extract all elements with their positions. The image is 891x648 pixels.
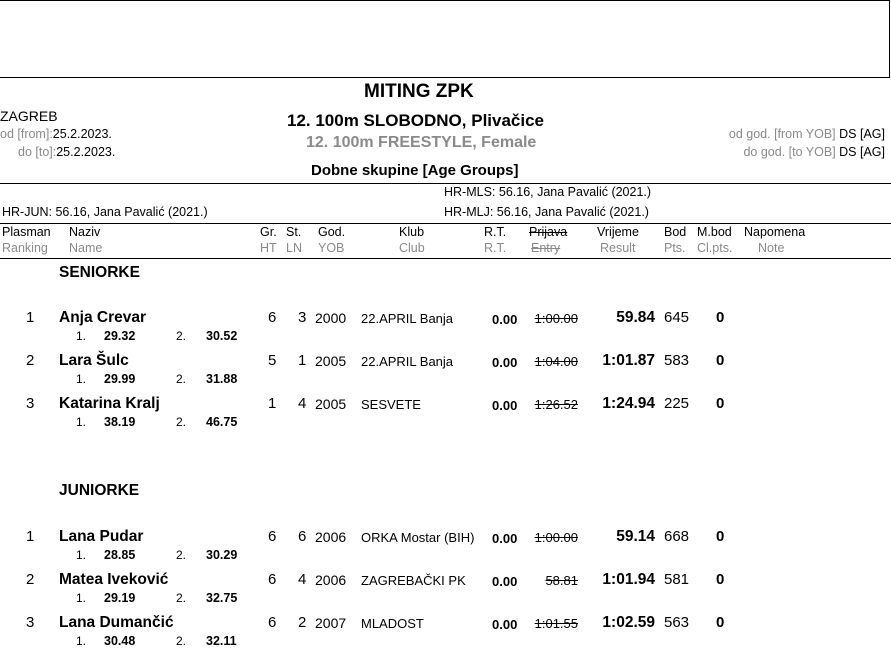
col-naziv: Naziv [69, 225, 101, 239]
record-mls: HR-MLS: 56.16, Jana Pavalić (2021.) [444, 185, 652, 199]
yob-to-label: do god. [to YOB] [743, 145, 836, 159]
split-1-time: 29.32 [104, 329, 136, 343]
heat-cell: 6 [268, 614, 277, 631]
split-1-label: 1. [76, 591, 87, 605]
swimmer-name: Lara Šulc [59, 352, 129, 369]
lane-cell: 4 [298, 571, 307, 588]
split-1-label: 1. [76, 634, 87, 648]
club-cell: ZAGREBAČKI PK [361, 573, 466, 588]
club-points-cell: 0 [716, 352, 725, 369]
divider-header-top [0, 223, 891, 224]
result-time-cell: 1:02.59 [602, 614, 655, 631]
yob-cell: 2000 [315, 310, 347, 326]
reaction-time-cell: 0.00 [492, 574, 518, 589]
yob-cell: 2006 [315, 529, 347, 545]
date-to-value: 25.2.2023. [56, 145, 116, 159]
yob-from [729, 127, 885, 141]
split-2-time: 32.11 [206, 634, 237, 648]
col-yob: YOB [318, 241, 345, 255]
col-result: Result [600, 241, 636, 255]
entry-time-cell: 1:00.00 [534, 530, 578, 545]
split-2-label: 2. [176, 329, 187, 343]
split-1-label: 1. [76, 415, 87, 429]
yob-cell: 2005 [315, 396, 347, 412]
col-gr: Gr. [260, 225, 277, 239]
split-2-time: 46.75 [206, 415, 238, 429]
split-1-label: 1. [76, 329, 87, 343]
swimmer-name: Katarina Kralj [59, 395, 160, 412]
entry-time-cell: 58.81 [545, 573, 578, 588]
col-pts: Pts. [664, 241, 686, 255]
entry-time-cell: 1:26.52 [534, 397, 578, 412]
col-god: God. [318, 225, 346, 239]
split-1-time: 29.19 [104, 591, 136, 605]
rank-cell: 1 [26, 528, 35, 545]
col-rt: R.T. [484, 225, 507, 239]
club-cell: SESVETE [361, 397, 421, 412]
entry-time-cell: 1:00.00 [534, 311, 578, 326]
points-cell: 581 [664, 571, 690, 588]
lane-cell: 2 [298, 614, 307, 631]
rank-cell: 1 [26, 309, 35, 326]
club-points-cell: 0 [716, 571, 725, 588]
yob-cell: 2006 [315, 572, 347, 588]
heat-cell: 5 [268, 352, 277, 369]
reaction-time-cell: 0.00 [492, 531, 518, 546]
split-1-time: 30.48 [104, 634, 136, 648]
date-to [18, 145, 115, 159]
group-title: SENIORKE [59, 264, 140, 281]
points-cell: 563 [664, 614, 690, 631]
event-english-title: 12. 100m FREESTYLE, Female [306, 134, 537, 151]
club-points-cell: 0 [716, 395, 725, 412]
club-cell: 22.APRIL Banja [361, 311, 454, 326]
rank-cell: 3 [26, 395, 35, 412]
col-st: St. [286, 225, 302, 239]
col-mbod: M.bod [697, 225, 732, 239]
split-2-time: 32.75 [206, 591, 238, 605]
swimmer-name: Lana Pudar [59, 528, 144, 545]
col-prijava: Prijava [529, 225, 568, 239]
points-cell: 645 [664, 309, 690, 326]
split-2-label: 2. [176, 548, 187, 562]
record-mlj: HR-MLJ: 56.16, Jana Pavalić (2021.) [444, 205, 649, 219]
split-1-label: 1. [76, 372, 87, 386]
split-1-time: 38.19 [104, 415, 136, 429]
divider-header-bottom [0, 258, 891, 259]
col-clpts: Cl.pts. [697, 241, 733, 255]
yob-cell: 2007 [315, 615, 347, 631]
split-2-label: 2. [176, 591, 187, 605]
club-points-cell: 0 [716, 528, 725, 545]
split-1-time: 28.85 [104, 548, 136, 562]
col-entry: Entry [531, 241, 561, 255]
club-cell: ORKA Mostar (BIH) [361, 530, 475, 545]
yob-from-value: DS [AG] [839, 127, 885, 141]
points-cell: 225 [664, 395, 690, 412]
meet-city: ZAGREB [0, 108, 58, 124]
lane-cell: 4 [298, 395, 307, 412]
reaction-time-cell: 0.00 [492, 355, 518, 370]
club-points-cell: 0 [716, 614, 725, 631]
yob-from-label: od god. [from YOB] [728, 127, 836, 141]
yob-cell: 2005 [315, 353, 347, 369]
result-time-cell: 59.14 [616, 528, 655, 545]
split-2-time: 31.88 [206, 372, 238, 386]
date-from [0, 127, 112, 141]
swimmer-name: Matea Iveković [59, 571, 169, 588]
points-cell: 583 [664, 352, 690, 369]
club-cell: MLADOST [361, 616, 424, 631]
split-2-label: 2. [176, 372, 187, 386]
club-points-cell: 0 [716, 309, 725, 326]
date-from-label: od [from]: [0, 127, 53, 141]
divider-records-top [0, 183, 891, 184]
split-2-label: 2. [176, 634, 187, 648]
entry-time-cell: 1:04.00 [534, 354, 578, 369]
split-1-label: 1. [76, 548, 87, 562]
result-time-cell: 1:24.94 [602, 395, 655, 412]
points-cell: 668 [664, 528, 690, 545]
meet-title: MITING ZPK [364, 81, 474, 102]
heat-cell: 6 [268, 528, 277, 545]
yob-to [743, 145, 885, 159]
heat-cell: 6 [268, 309, 277, 326]
lane-cell: 6 [298, 528, 307, 545]
swimmer-name: Lana Dumančić [59, 614, 174, 631]
col-bod: Bod [664, 225, 687, 239]
top-blank-box [0, 0, 890, 78]
date-from-value: 25.2.2023. [52, 127, 112, 141]
rank-cell: 2 [26, 571, 35, 588]
col-note: Note [758, 241, 785, 255]
record-jun: HR-JUN: 56.16, Jana Pavalić (2021.) [2, 205, 208, 219]
split-2-label: 2. [176, 415, 187, 429]
col-napomena: Napomena [744, 225, 806, 239]
heat-cell: 1 [268, 395, 277, 412]
result-time-cell: 1:01.87 [602, 352, 655, 369]
col-plasman: Plasman [2, 225, 51, 239]
result-time-cell: 59.84 [616, 309, 655, 326]
heat-cell: 6 [268, 571, 277, 588]
split-1-time: 29.99 [104, 372, 136, 386]
split-2-time: 30.52 [206, 329, 238, 343]
reaction-time-cell: 0.00 [492, 398, 518, 413]
split-2-time: 30.29 [206, 548, 238, 562]
date-to-label: do [to]: [18, 145, 57, 159]
yob-to-value: DS [AG] [839, 145, 885, 159]
col-ranking: Ranking [2, 241, 48, 255]
col-club: Club [399, 241, 425, 255]
col-ht: HT [260, 241, 277, 255]
entry-time-cell: 1:01.55 [534, 616, 578, 631]
swimmer-name: Anja Crevar [59, 309, 147, 326]
lane-cell: 1 [298, 352, 307, 369]
club-cell: 22.APRIL Banja [361, 354, 454, 369]
col-vrijeme: Vrijeme [597, 225, 639, 239]
col-name: Name [69, 241, 103, 255]
reaction-time-cell: 0.00 [492, 617, 518, 632]
rank-cell: 3 [26, 614, 35, 631]
event-local-title: 12. 100m SLOBODNO, Plivačice [287, 111, 545, 130]
group-title: JUNIORKE [59, 482, 140, 499]
col-rt2: R.T. [484, 241, 507, 255]
lane-cell: 3 [298, 309, 307, 326]
rank-cell: 2 [26, 352, 35, 369]
reaction-time-cell: 0.00 [492, 312, 518, 327]
result-time-cell: 1:01.94 [602, 571, 655, 588]
age-groups-label: Dobne skupine [Age Groups] [311, 162, 519, 179]
col-ln: LN [286, 241, 302, 255]
col-klub: Klub [399, 225, 425, 239]
